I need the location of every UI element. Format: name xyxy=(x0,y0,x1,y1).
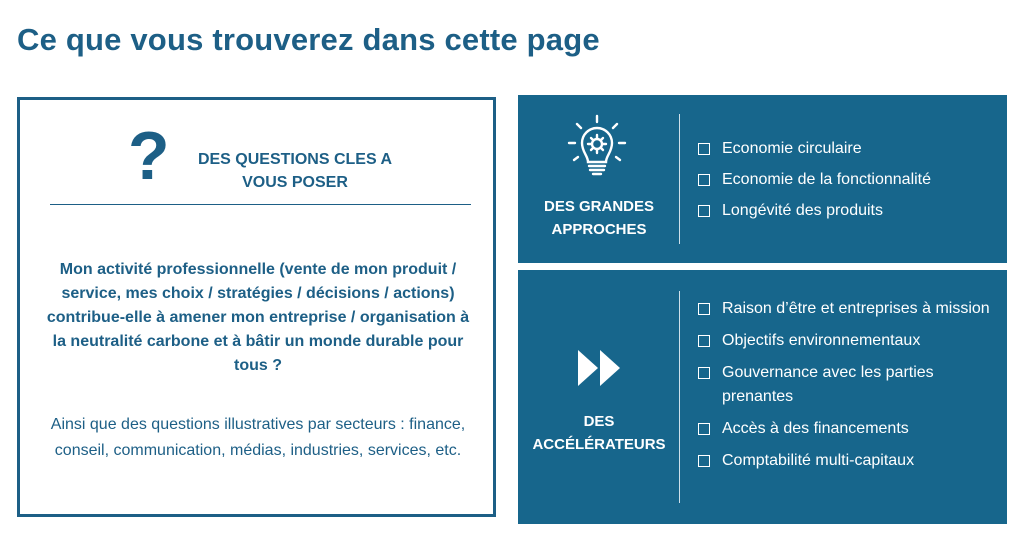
checkbox-icon xyxy=(698,205,710,217)
checkbox-icon xyxy=(698,367,710,379)
list-item xyxy=(696,449,996,473)
approaches-label-line1: DES GRANDES xyxy=(543,198,655,215)
list-item xyxy=(696,168,996,192)
list-item-label: Accès à des financements xyxy=(722,420,909,437)
list-item xyxy=(696,137,996,161)
accelerators-list xyxy=(696,297,996,481)
checkbox-icon xyxy=(698,143,710,155)
accelerators-label xyxy=(518,410,680,456)
accelerators-label-line2: ACCÉLÉRATEURS xyxy=(532,436,666,453)
illustrative-text: Ainsi que des questions illustratives par secteurs : finance, conseil, communication, médias, industries, services, etc. xyxy=(50,416,466,459)
fast-forward-icon xyxy=(576,348,624,388)
question-mark-icon: ? xyxy=(128,118,170,194)
approaches-panel xyxy=(518,95,1007,263)
list-item-label: Economie de la fonctionnalité xyxy=(722,171,932,188)
lightbulb-gear-icon xyxy=(564,113,630,179)
checkbox-icon xyxy=(698,423,710,435)
questions-card xyxy=(17,97,496,517)
questions-heading-line2: VOUS POSER xyxy=(242,174,348,191)
checkbox-icon xyxy=(698,455,710,467)
list-item-label: Longévité des produits xyxy=(722,202,883,219)
list-item xyxy=(696,417,996,441)
accelerators-label-line1: DES xyxy=(583,413,615,430)
list-item-label: Objectifs environnementaux xyxy=(722,332,921,349)
checkbox-icon xyxy=(698,174,710,186)
list-item xyxy=(696,361,996,409)
accelerators-panel xyxy=(518,270,1007,524)
approaches-list xyxy=(696,137,996,230)
list-item xyxy=(696,199,996,223)
list-item-label: Gouvernance avec les parties prenantes xyxy=(722,364,934,405)
list-item xyxy=(696,329,996,353)
approaches-label xyxy=(518,195,680,241)
questions-heading-line1: DES QUESTIONS CLES A xyxy=(197,151,393,168)
list-item-label: Raison d’être et entreprises à mission xyxy=(722,300,990,317)
checkbox-icon xyxy=(698,335,710,347)
panel-divider xyxy=(679,291,680,503)
heading-divider xyxy=(50,204,471,205)
questions-heading xyxy=(180,148,410,194)
checkbox-icon xyxy=(698,303,710,315)
main-question: Mon activité professionnelle (vente de mon produit / service, mes choix / stratégies / décisions / actions) contribue-elle à amener mon entreprise / organisation à la neutralité carbone et à bâtir un monde durable pour tous ? xyxy=(46,261,470,374)
page-title: Ce que vous trouverez dans cette page xyxy=(17,22,600,57)
list-item-label: Comptabilité multi-capitaux xyxy=(722,452,915,469)
panel-divider xyxy=(679,114,680,244)
approaches-label-line2: APPROCHES xyxy=(551,221,647,238)
list-item xyxy=(696,297,996,321)
list-item-label: Economie circulaire xyxy=(722,140,862,157)
